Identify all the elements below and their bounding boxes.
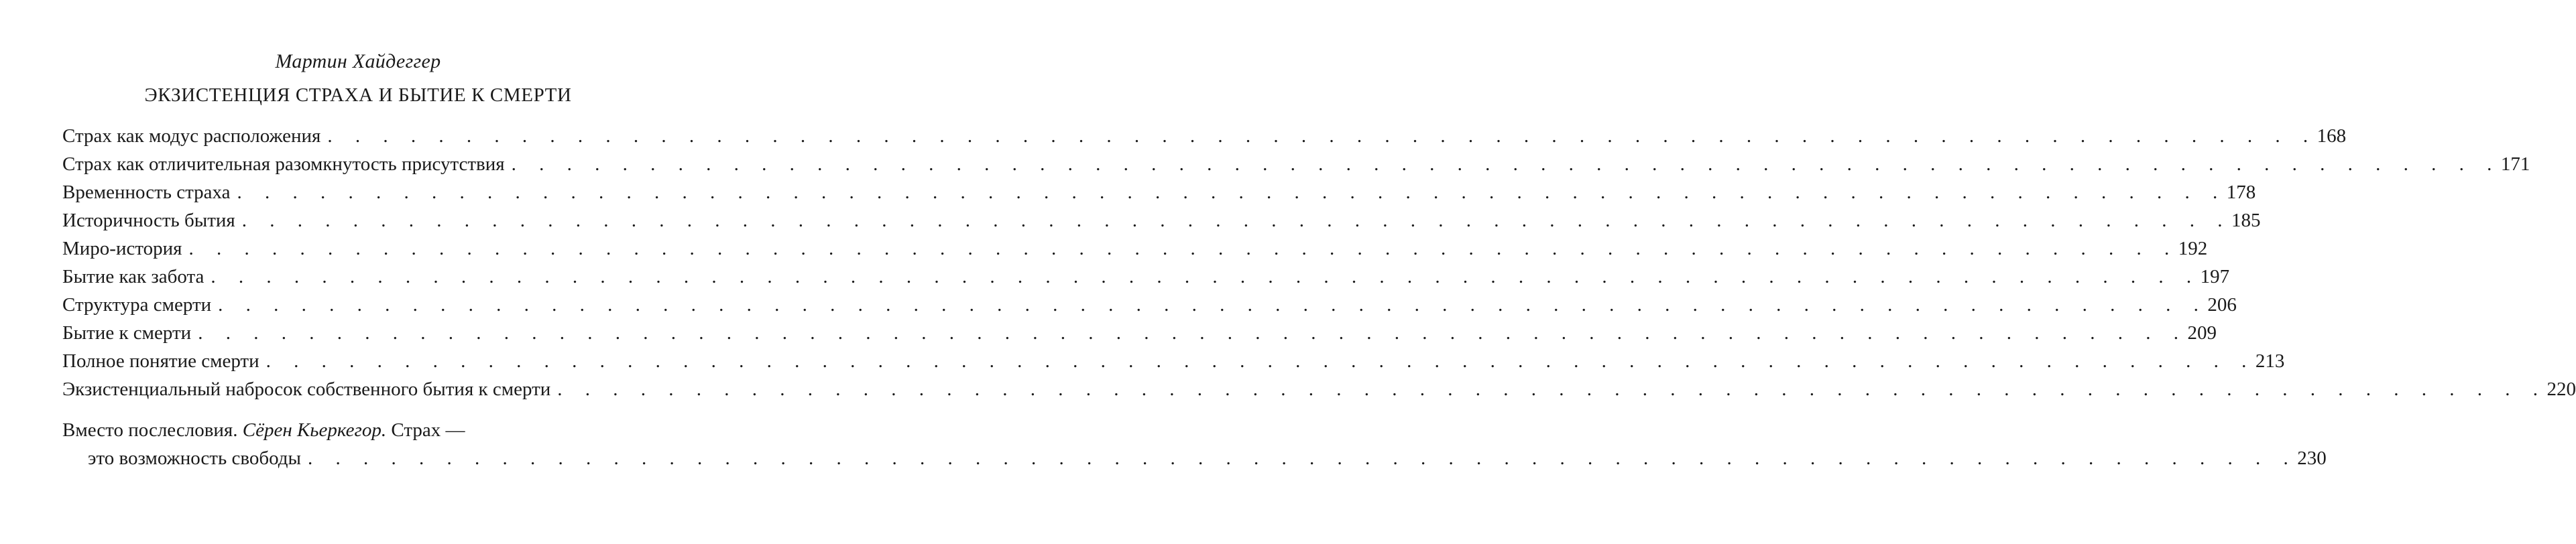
dot-leader: . . . . . . . . . . . . . . . . . . . . . . . . . . . . . . . . . . . . . . . . . . . . . . . . . . . . . . . . . . . . . . . . . . . . . . . . bbox=[511, 153, 2501, 175]
toc-entry-title: Полное понятие смерти bbox=[62, 350, 259, 372]
dot-leader: . . . . . . . . . . . . . . . . . . . . . . . . . . . . . . . . . . . . . . . . . . . . . . . . . . . . . . . . . . . . . . . . . . . . . . . . bbox=[266, 350, 2256, 372]
section-title: ЭКЗИСТЕНЦИЯ СТРАХА И БЫТИЕ К СМЕРТИ bbox=[144, 84, 572, 106]
dot-leader: . . . . . . . . . . . . . . . . . . . . . . . . . . . . . . . . . . . . . . . . . . . . . . . . . . . . . . . . . . . . . . . . . . . . . . . . bbox=[237, 182, 2227, 203]
afterword-page: 230 bbox=[2297, 448, 2327, 469]
toc-entry-title: Страх как модус расположения bbox=[62, 125, 321, 147]
toc-entry-page: 206 bbox=[2207, 294, 2237, 316]
afterword-author: Сёрен Кьеркегор. bbox=[242, 419, 387, 441]
toc-entry[interactable] bbox=[62, 178, 2256, 206]
toc-entry-page: 192 bbox=[2178, 238, 2208, 259]
dot-leader: . . . . . . . . . . . . . . . . . . . . . . . . . . . . . . . . . . . . . . . . . . . . . . . . . . . . . . . . . . . . . . . . . . . . . . . . bbox=[211, 266, 2201, 287]
toc-entry[interactable] bbox=[62, 234, 2208, 263]
toc-entry[interactable] bbox=[62, 291, 2237, 319]
toc-entry[interactable] bbox=[62, 150, 2530, 178]
toc-entry-page: 209 bbox=[2187, 322, 2217, 344]
toc-entry-title: Бытие как забота bbox=[62, 266, 204, 287]
toc-entry-title: Историчность бытия bbox=[62, 210, 235, 231]
toc-entry-page: 168 bbox=[2317, 125, 2347, 147]
afterword-continuation: это возможность свободы bbox=[88, 448, 301, 469]
author-name: Мартин Хайдеггер bbox=[275, 50, 441, 72]
afterword-suffix: Страх — bbox=[386, 419, 465, 441]
toc-entry[interactable] bbox=[62, 319, 2217, 347]
toc-entry-title: Временность страха bbox=[62, 182, 231, 203]
afterword-entry[interactable] bbox=[62, 416, 2327, 472]
toc-entry[interactable] bbox=[62, 347, 2285, 375]
toc-entry-page: 185 bbox=[2231, 210, 2261, 231]
table-of-contents bbox=[62, 122, 2576, 403]
toc-entry[interactable] bbox=[62, 375, 2576, 403]
dot-leader: . . . . . . . . . . . . . . . . . . . . . . . . . . . . . . . . . . . . . . . . . . . . . . . . . . . . . . . . . . . . . . . . . . . . . . . . bbox=[188, 238, 2178, 259]
toc-entry-title: Бытие к смерти bbox=[62, 322, 192, 344]
toc-entry-title: Структура смерти bbox=[62, 294, 212, 316]
afterword-continuation-line bbox=[62, 444, 2327, 472]
toc-entry-page: 220 bbox=[2546, 379, 2576, 400]
toc-entry-page: 178 bbox=[2226, 182, 2256, 203]
dot-leader: . . . . . . . . . . . . . . . . . . . . . . . . . . . . . . . . . . . . . . . . . . . . . . . . . . . . . . . . . . . . . . . . . . . . . . . . bbox=[218, 294, 2208, 316]
toc-entry-page: 197 bbox=[2200, 266, 2230, 287]
afterword-prefix: Вместо послесловия. bbox=[62, 419, 243, 441]
toc-entry-page: 213 bbox=[2255, 350, 2285, 372]
toc-entry-title: Страх как отличительная разомкнутость присутствия bbox=[62, 153, 505, 175]
dot-leader: . . . . . . . . . . . . . . . . . . . . . . . . . . . . . . . . . . . . . . . . . . . . . . . . . . . . . . . . . . . . . . . . . . . . . . . . bbox=[241, 210, 2231, 231]
toc-entry-title: Экзистенциальный набросок собственного бытия к смерти bbox=[62, 379, 551, 400]
toc-entry[interactable] bbox=[62, 206, 2261, 234]
toc-entry-page: 171 bbox=[2500, 153, 2530, 175]
dot-leader: . . . . . . . . . . . . . . . . . . . . . . . . . . . . . . . . . . . . . . . . . . . . . . . . . . . . . . . . . . . . . . . . . . . . . . . . bbox=[327, 125, 2317, 147]
toc-entry[interactable] bbox=[62, 122, 2347, 150]
toc-entry[interactable] bbox=[62, 263, 2230, 291]
dot-leader: . . . . . . . . . . . . . . . . . . . . . . . . . . . . . . . . . . . . . . . . . . . . . . . . . . . . . . . . . . . . . . . . . . . . . . . . bbox=[307, 448, 2298, 469]
toc-entry-title: Миро-история bbox=[62, 238, 182, 259]
afterword-title-line bbox=[62, 416, 670, 444]
dot-leader: . . . . . . . . . . . . . . . . . . . . . . . . . . . . . . . . . . . . . . . . . . . . . . . . . . . . . . . . . . . . . . . . . . . . . . . . bbox=[198, 322, 2188, 344]
dot-leader: . . . . . . . . . . . . . . . . . . . . . . . . . . . . . . . . . . . . . . . . . . . . . . . . . . . . . . . . . . . . . . . . . . . . . . . . bbox=[557, 379, 2547, 400]
